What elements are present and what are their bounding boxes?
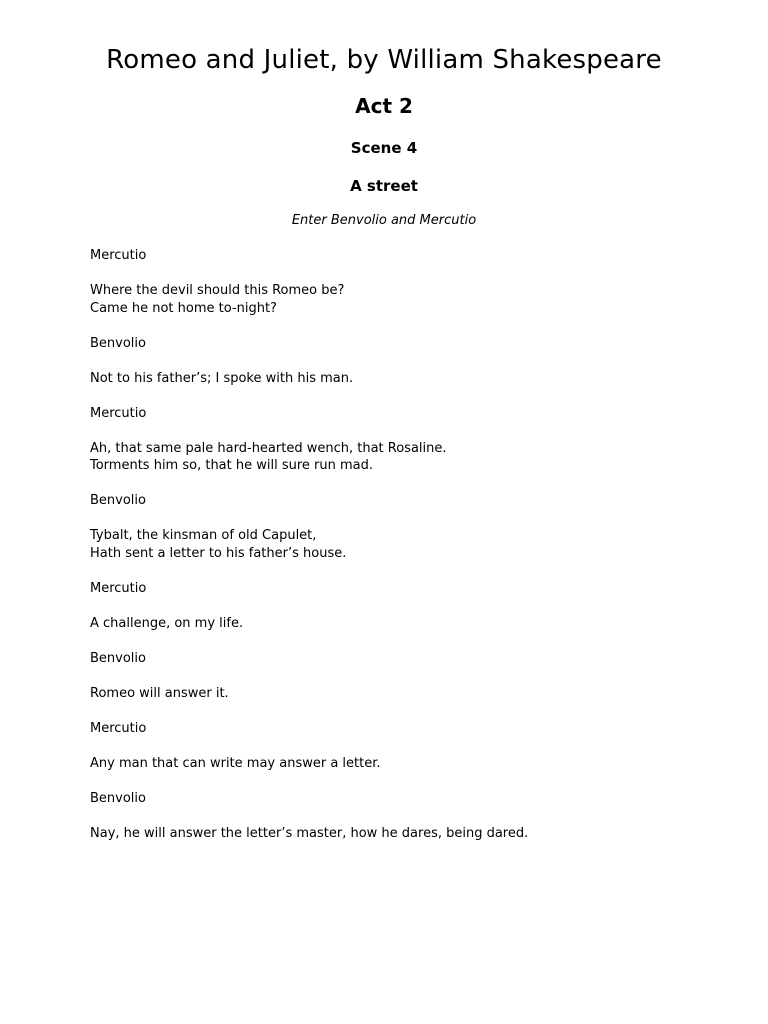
speech-line: Ah, that same pale hard-hearted wench, that Rosaline. xyxy=(90,440,447,456)
dialogue-block xyxy=(90,790,730,843)
speech xyxy=(90,527,730,562)
document-title: Romeo and Juliet, by William Shakespeare xyxy=(106,45,662,75)
speech-line: Romeo will answer it. xyxy=(90,685,229,701)
dialogue-block xyxy=(90,580,730,633)
speaker-name: Benvolio xyxy=(90,493,146,508)
speech xyxy=(90,685,730,703)
speech-line: A challenge, on my life. xyxy=(90,615,244,631)
speech xyxy=(90,282,730,317)
speech-line: Torments him so, that he will sure run mad. xyxy=(90,458,374,473)
dialogue-block xyxy=(90,650,730,703)
dialogue-block xyxy=(90,247,730,317)
speech-line: Tybalt, the kinsman of old Capulet, xyxy=(90,528,317,543)
speaker-name: Benvolio xyxy=(90,650,146,666)
speaker-name: Mercutio xyxy=(90,248,147,263)
dialogue-block xyxy=(90,492,730,562)
dialogue-block xyxy=(90,335,730,388)
act-heading: Act 2 xyxy=(355,94,413,118)
dialogue-block xyxy=(90,405,730,475)
speech xyxy=(90,825,730,843)
speech xyxy=(90,615,730,633)
speaker-name: Benvolio xyxy=(90,335,146,351)
speech-line: Any man that can write may answer a letter. xyxy=(90,755,381,771)
dialogue-list xyxy=(90,247,730,860)
scene-heading: Scene 4 xyxy=(350,139,418,157)
setting-heading: A street xyxy=(350,177,418,195)
speech-line: Nay, he will answer the letter’s master, how he dares, being dared. xyxy=(90,825,529,841)
speech-line: Where the devil should this Romeo be? xyxy=(90,283,345,298)
speaker-name: Mercutio xyxy=(90,580,147,596)
dialogue-block xyxy=(90,720,730,773)
speech-line: Came he not home to-night? xyxy=(90,300,277,316)
speaker-name: Mercutio xyxy=(90,405,147,421)
speaker-name: Mercutio xyxy=(90,720,147,736)
speech xyxy=(90,370,730,388)
speech xyxy=(90,440,730,475)
speech-line: Hath sent a letter to his father’s house. xyxy=(90,545,347,561)
speaker-name: Benvolio xyxy=(90,790,146,806)
speech xyxy=(90,755,730,773)
speech-line: Not to his father’s; I spoke with his man. xyxy=(90,370,354,386)
stage-direction: Enter Benvolio and Mercutio xyxy=(291,213,477,228)
